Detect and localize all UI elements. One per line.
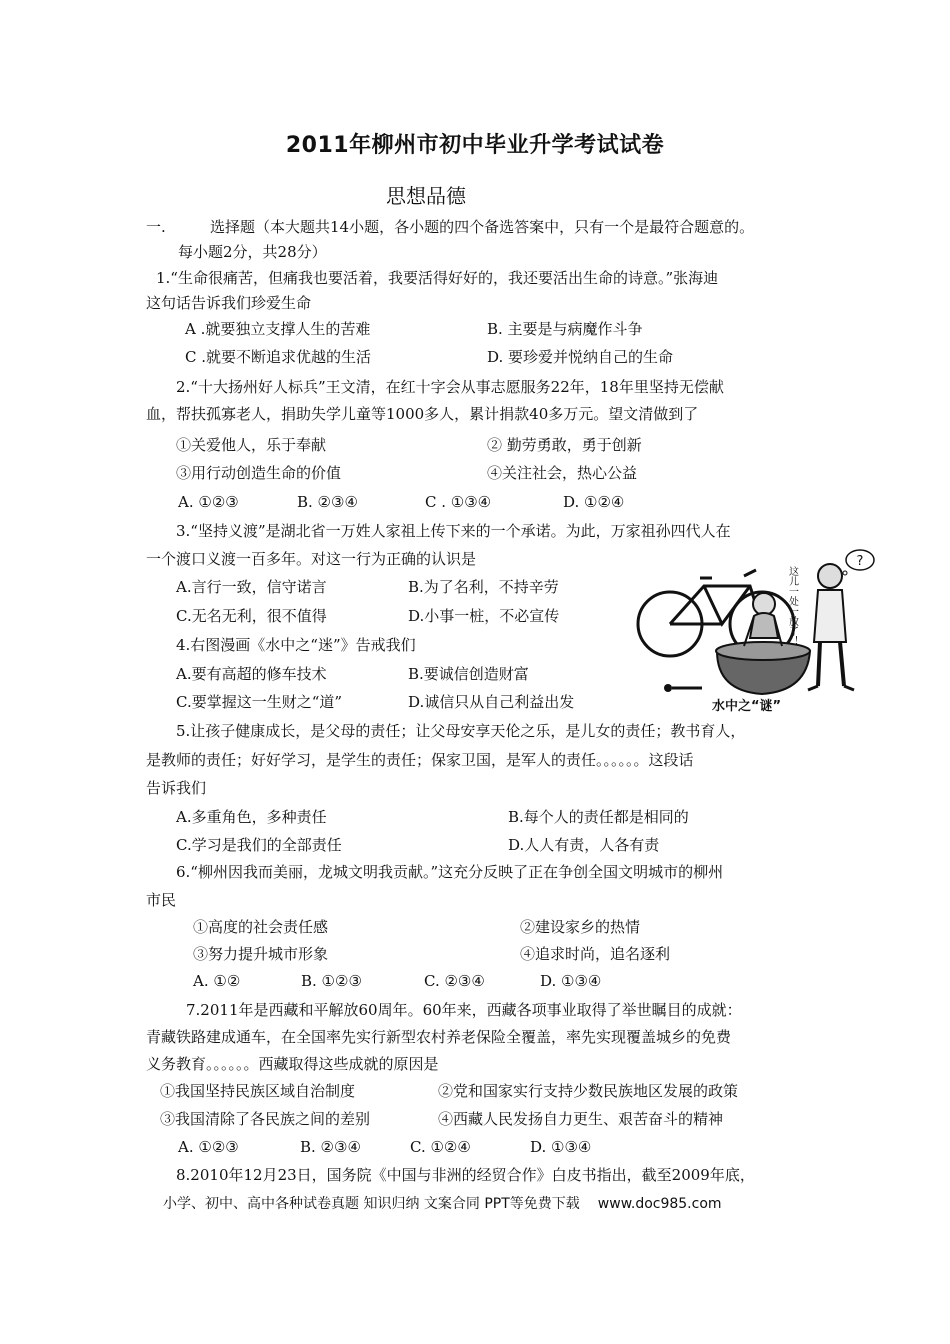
section-heading-cont: 每小题2分，共28分）: [178, 243, 327, 261]
q5-option-c: C.学习是我们的全部责任: [176, 836, 342, 854]
bicycle-cartoon-image: [632, 546, 882, 716]
q2-option-b: B. ②③④: [297, 493, 358, 511]
q6-option-c: C. ②③④: [424, 972, 485, 990]
q6-option-a: A. ①②: [193, 972, 241, 990]
q4-option-d: D.诚信只从自己利益出发: [408, 693, 575, 711]
q1-option-c: C .就要不断追求优越的生活: [185, 348, 372, 366]
q6-statement-4: ④追求时尚，追名逐利: [520, 945, 671, 963]
footer-url[interactable]: www.doc985.com: [597, 1196, 722, 1212]
thought-mark: ?: [856, 554, 864, 569]
q7-stem: 7.2011年是西藏和平解放60周年。60年来，西藏各项事业取得了举世瞩目的成就：: [186, 1001, 742, 1019]
section-heading: 选择题（本大题共14小题，各小题的四个备选答案中，只有一个是最符合题意的。: [210, 218, 755, 236]
q6-option-b: B. ①②③: [301, 972, 362, 990]
q5-option-d: D.人人有责，人各有责: [508, 836, 660, 854]
q3-option-b: B.为了名利，不持辛劳: [408, 578, 559, 596]
q2-statement-3: ③用行动创造生命的价值: [176, 464, 342, 482]
section-number: 一.: [146, 218, 166, 236]
q2-option-d: D. ①②④: [563, 493, 625, 511]
q7-stem-cont2: 义务教育。。。。。。西藏取得这些成就的原因是: [146, 1055, 439, 1073]
q1-option-a: A .就要独立支撑人生的苦难: [185, 320, 371, 338]
q1-option-d: D. 要珍爱并悦纳自己的生命: [487, 348, 674, 366]
q6-stem: 6.“柳州因我而美丽，龙城文明我贡献。”这充分反映了正在争创全国文明城市的柳州: [176, 863, 724, 881]
q7-statement-3: ③我国清除了各民族之间的差别: [160, 1110, 371, 1128]
q7-option-c: C. ①②④: [410, 1138, 471, 1156]
q5-option-a: A.多重角色，多种责任: [176, 808, 327, 826]
q3-option-a: A.言行一致，信守诺言: [176, 578, 327, 596]
q1-option-b: B. 主要是与病魔作斗争: [487, 320, 643, 338]
q7-option-d: D. ①③④: [530, 1138, 592, 1156]
q2-option-c: C . ①③④: [425, 493, 492, 511]
q3-option-c: C.无名无利，很不值得: [176, 607, 327, 625]
q6-statement-2: ②建设家乡的热情: [520, 918, 641, 936]
q4-stem: 4.右图漫画《水中之“迷”》告戒我们: [176, 636, 416, 654]
q2-option-a: A. ①②③: [178, 493, 239, 511]
q5-stem-cont2: 告诉我们: [146, 779, 207, 797]
q5-stem: 5.让孩子健康成长，是父母的责任；让父母安享天伦之乐，是儿女的责任；教书育人，: [176, 722, 746, 740]
q5-option-b: B.每个人的责任都是相同的: [508, 808, 689, 826]
q6-statement-1: ①高度的社会责任感: [193, 918, 329, 936]
q5-stem-cont: 是教师的责任；好好学习，是学生的责任；保家卫国，是军人的责任。。。。。。这段话: [146, 751, 694, 769]
q2-statement-2: ② 勤劳勇敢，勇于创新: [487, 436, 642, 454]
q4-option-b: B.要诚信创造财富: [408, 665, 529, 683]
page-title: 2011年柳州市初中毕业升学考试试卷: [285, 133, 665, 158]
q4-option-a: A.要有高超的修车技术: [176, 665, 327, 683]
q7-stem-cont: 青藏铁路建成通车，在全国率先实行新型农村养老保险全覆盖，率先实现覆盖城乡的免费: [146, 1028, 732, 1046]
q7-statement-2: ②党和国家实行支持少数民族地区发展的政策: [438, 1082, 739, 1100]
q6-option-d: D. ①③④: [540, 972, 602, 990]
q4-option-c: C.要掌握这一生财之“道”: [176, 693, 343, 711]
q7-option-a: A. ①②③: [178, 1138, 239, 1156]
q6-stem-cont: 市民: [146, 891, 177, 909]
q1-stem-cont: 这句话告诉我们珍爱生命: [146, 294, 312, 312]
q7-option-b: B. ②③④: [300, 1138, 361, 1156]
q2-stem-cont: 血，帮扶孤寡老人，捐助失学儿童等1000多人，累计捐款40多万元。望文清做到了: [146, 405, 699, 423]
q2-stem: 2.“十大扬州好人标兵”王文清，在红十字会从事志愿服务22年，18年里坚持无偿献: [176, 378, 724, 396]
q3-stem: 3.“坚持义渡”是湖北省一万姓人家祖上传下来的一个承诺。为此，万家祖孙四代人在: [176, 522, 731, 540]
q3-option-d: D.小事一桩，不必宣传: [408, 607, 560, 625]
cartoon-caption: 水中之“谜”: [712, 699, 782, 714]
q8-stem: 8.2010年12月23日，国务院《中国与非洲的经贸合作》白皮书指出，截至2009年底，: [176, 1166, 755, 1184]
q2-statement-1: ①关爱他人，乐于奉献: [176, 436, 327, 454]
q7-statement-4: ④西藏人民发扬自力更生、艰苦奋斗的精神: [438, 1110, 724, 1128]
q7-statement-1: ①我国坚持民族区域自治制度: [160, 1082, 356, 1100]
page-footer: [163, 1193, 722, 1213]
q3-stem-cont: 一个渡口义渡一百多年。对这一行为正确的认识是: [146, 550, 477, 568]
footer-text: 小学、初中、高中各种试卷真题 知识归纳 文案合同 PPT等免费下载: [163, 1196, 580, 1212]
page-subtitle: 思想品德: [386, 184, 466, 208]
cartoon-speech: 这儿一处一放了！: [786, 566, 798, 646]
q2-statement-4: ④关注社会，热心公益: [487, 464, 638, 482]
q1-stem: 1.“生命很痛苦，但痛我也要活着，我要活得好好的，我还要活出生命的诗意。”张海迪: [156, 269, 719, 287]
q6-statement-3: ③努力提升城市形象: [193, 945, 329, 963]
